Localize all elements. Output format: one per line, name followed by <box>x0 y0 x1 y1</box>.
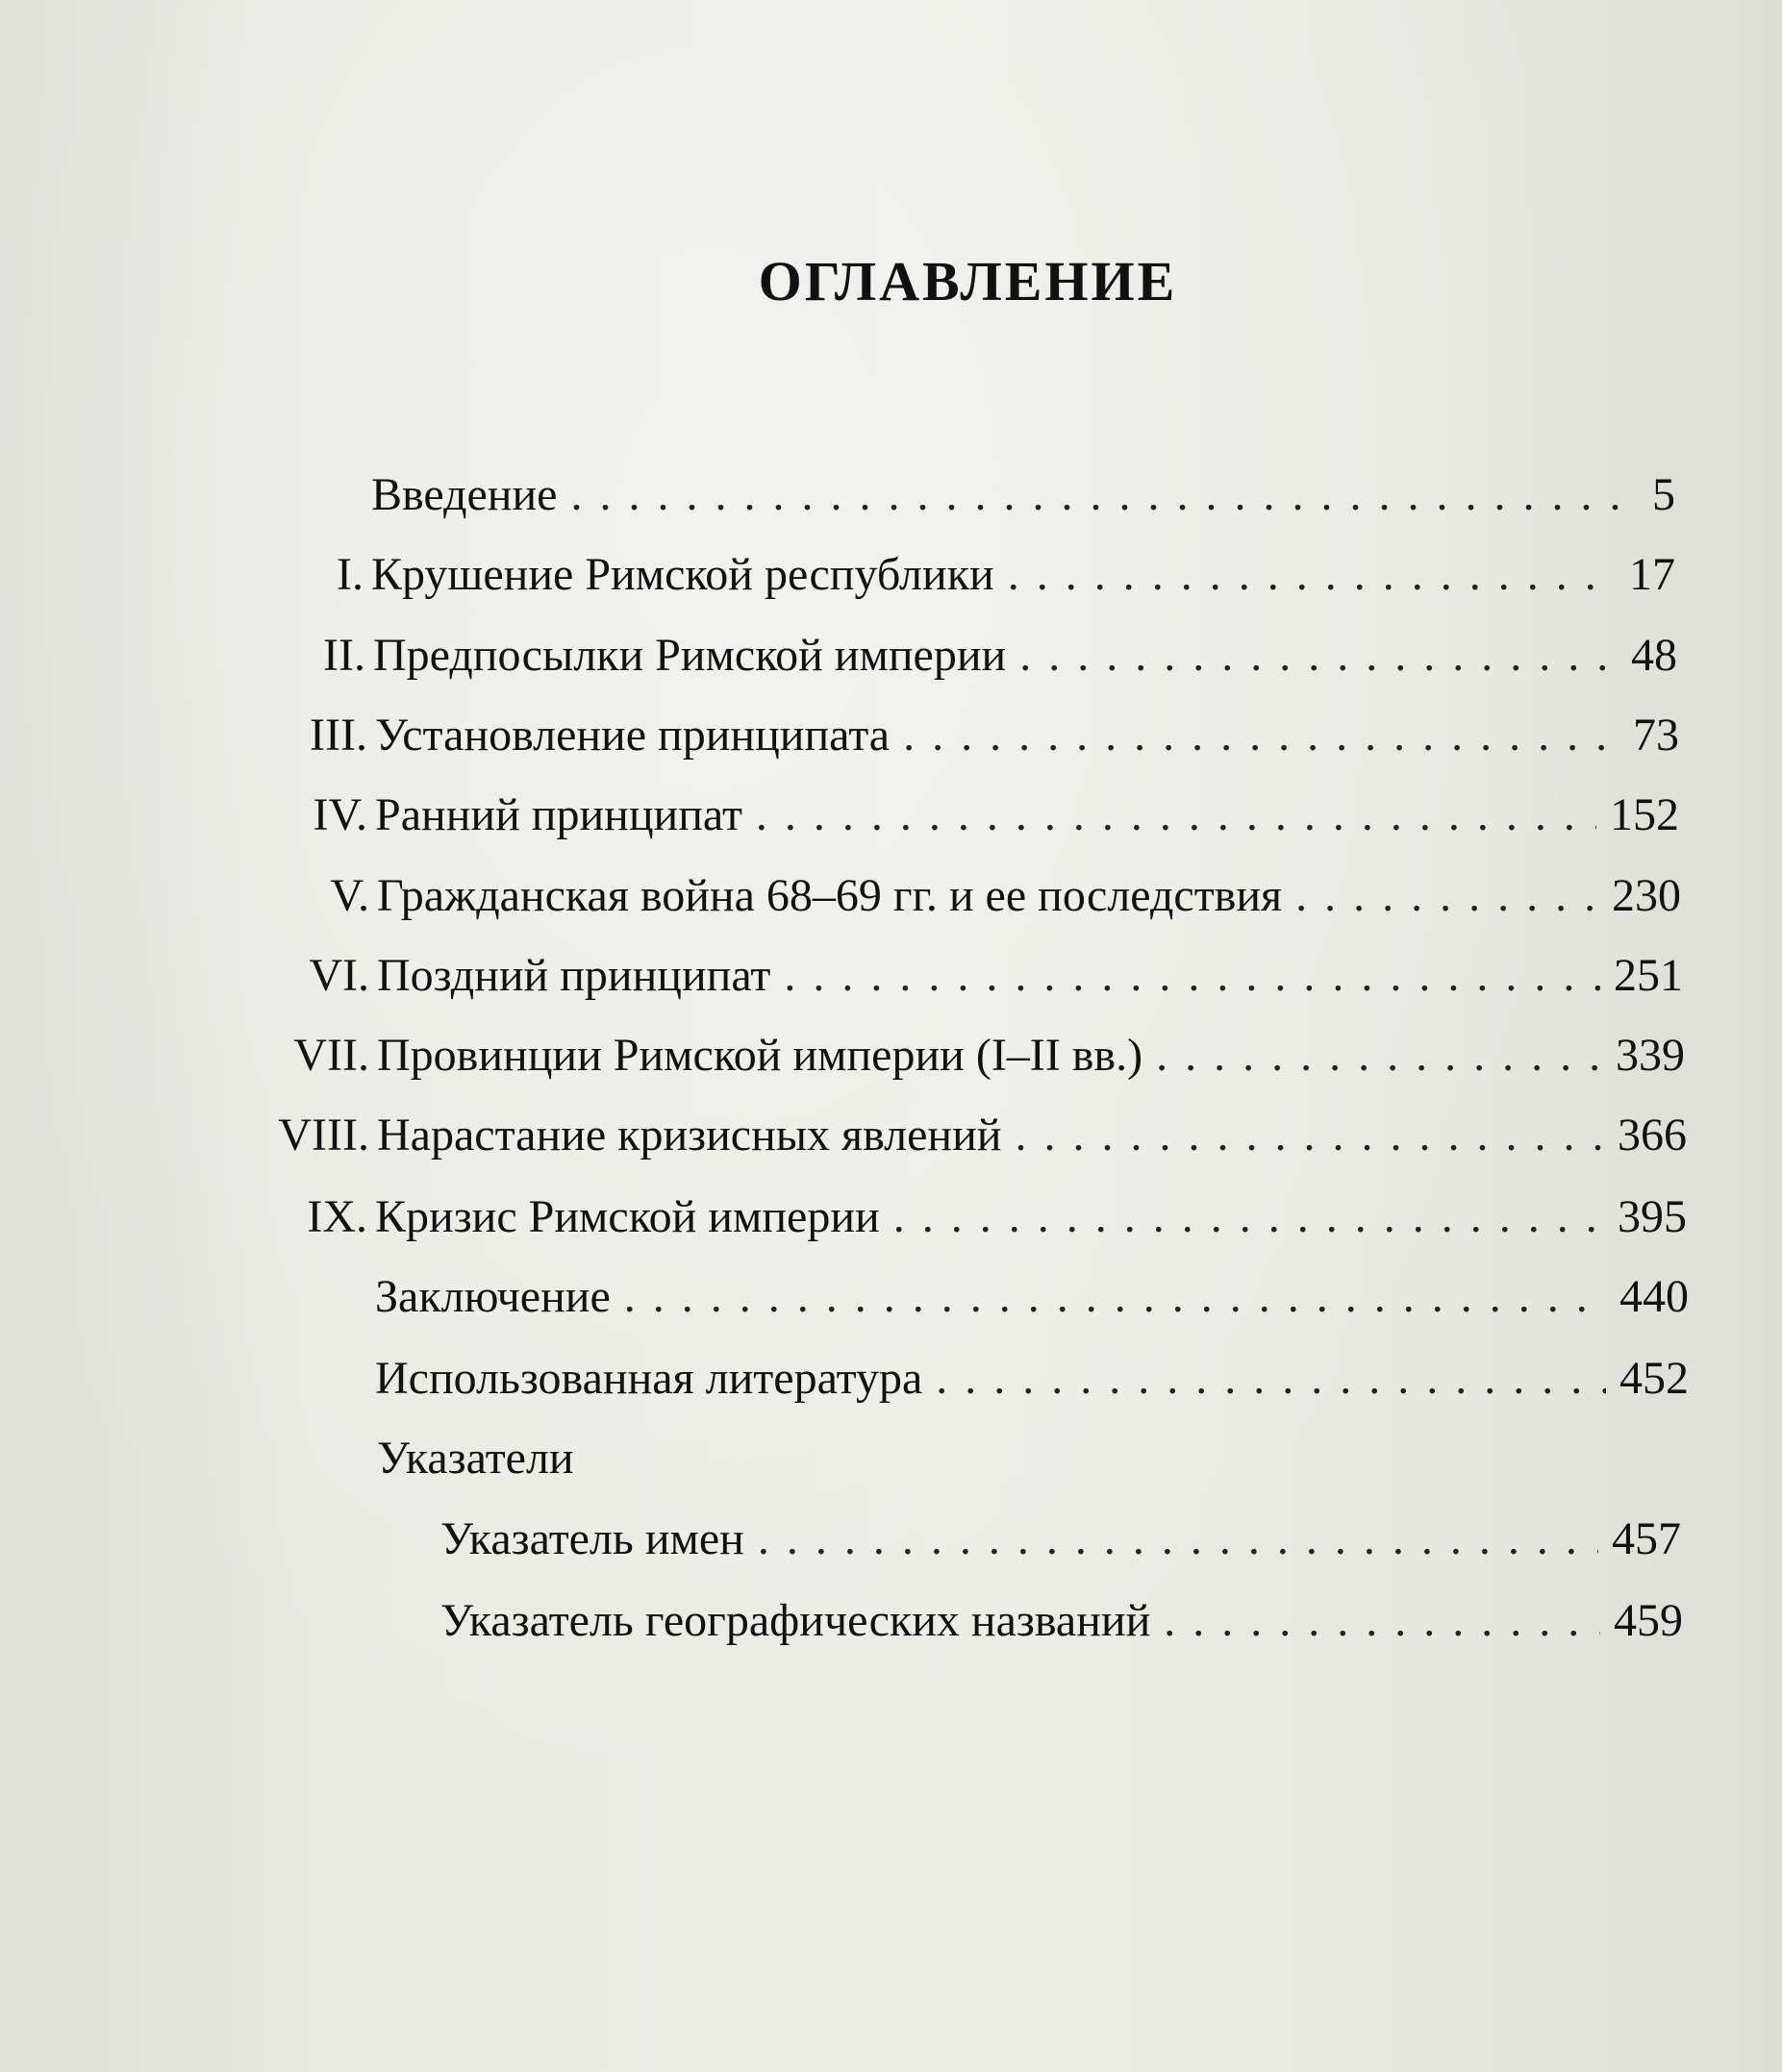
toc-entry-label: Кризис Римской империи <box>375 1191 880 1242</box>
dot-leader <box>1019 627 1618 685</box>
dot-leader <box>1156 1027 1602 1085</box>
chapter-numeral: IX. <box>307 1191 367 1242</box>
chapter-numeral: VIII. <box>278 1110 369 1161</box>
toc-entry-conclusion[interactable] <box>375 1268 1689 1326</box>
toc-entry-label: Крушение Римской республики <box>371 549 994 600</box>
chapter-numeral: VI. <box>309 950 369 1001</box>
toc-page-number: 230 <box>1612 870 1681 921</box>
toc-entry-chapter-2[interactable] <box>323 627 1677 685</box>
dot-leader <box>624 1268 1606 1326</box>
dot-leader <box>570 466 1639 524</box>
toc-entry-index-names[interactable] <box>440 1510 1681 1568</box>
toc-page-number: 5 <box>1652 469 1675 520</box>
dot-leader <box>1015 1107 1604 1164</box>
toc-entry-chapter-3[interactable] <box>310 707 1679 764</box>
toc-page-number: 152 <box>1610 789 1679 840</box>
dot-leader <box>758 1510 1598 1568</box>
toc-entry-label: Указатель имен <box>440 1513 744 1564</box>
toc-entry-chapter-4[interactable] <box>313 786 1679 844</box>
dot-leader <box>903 707 1619 764</box>
toc-entry-chapter-1[interactable] <box>337 546 1675 604</box>
toc-entry-label: Поздний принципат <box>377 950 771 1001</box>
toc-page-number: 452 <box>1619 1353 1689 1404</box>
dot-leader <box>893 1188 1604 1246</box>
toc-entry-label: Провинции Римской империи (I–II вв.) <box>377 1030 1143 1081</box>
toc-entry-references[interactable] <box>375 1350 1689 1408</box>
toc-entry-label: Гражданская война 68–69 гг. и ее последствия <box>377 870 1283 921</box>
toc-entry-label: Использованная литература <box>375 1353 923 1404</box>
dot-leader <box>936 1350 1606 1408</box>
toc-entry-chapter-9[interactable] <box>307 1188 1687 1246</box>
chapter-numeral: V. <box>330 870 369 921</box>
chapter-numeral: I. <box>337 549 364 600</box>
toc-entry-label: Указатели <box>377 1433 574 1484</box>
toc-entry-indexes-heading <box>377 1430 1339 1487</box>
toc-entry-chapter-5[interactable] <box>330 867 1681 925</box>
toc-page-number: 459 <box>1614 1595 1683 1646</box>
dot-leader <box>784 947 1600 1005</box>
page-title: ОГЛАВЛЕНИЕ <box>758 250 1178 312</box>
toc-entry-index-geography[interactable] <box>440 1592 1683 1650</box>
toc-entry-label: Введение <box>371 469 558 520</box>
toc-page-number: 440 <box>1619 1271 1689 1322</box>
dot-leader <box>1008 546 1616 604</box>
toc-entry-label: Указатель географических названий <box>440 1595 1151 1646</box>
toc-entry-label: Предпосылки Римской империи <box>373 630 1007 681</box>
toc-page-number: 366 <box>1618 1110 1687 1161</box>
toc-entry-introduction[interactable] <box>371 466 1675 524</box>
toc-entry-label: Установление принципата <box>375 710 891 761</box>
toc-page-number: 48 <box>1631 630 1677 681</box>
chapter-numeral: III. <box>310 710 367 761</box>
toc-page-number: 339 <box>1616 1030 1685 1081</box>
toc-page-number: 457 <box>1612 1513 1681 1564</box>
toc-page-number: 17 <box>1629 549 1675 600</box>
toc-entry-chapter-8[interactable] <box>278 1107 1687 1164</box>
chapter-numeral: VII. <box>293 1030 369 1081</box>
chapter-numeral: II. <box>323 630 365 681</box>
dot-leader <box>756 786 1596 844</box>
chapter-numeral: IV. <box>313 789 367 840</box>
toc-entry-chapter-6[interactable] <box>309 947 1683 1005</box>
dot-leader <box>1164 1592 1600 1650</box>
toc-page-number: 251 <box>1614 950 1683 1001</box>
toc-entry-label: Ранний принципат <box>375 789 742 840</box>
toc-entry-chapter-7[interactable] <box>293 1027 1685 1085</box>
dot-leader <box>1295 867 1598 925</box>
toc-entry-label: Заключение <box>375 1271 611 1322</box>
toc-entry-label: Нарастание кризисных явлений <box>377 1110 1002 1161</box>
toc-page-number: 395 <box>1618 1191 1687 1242</box>
toc-page-number: 73 <box>1633 710 1679 761</box>
